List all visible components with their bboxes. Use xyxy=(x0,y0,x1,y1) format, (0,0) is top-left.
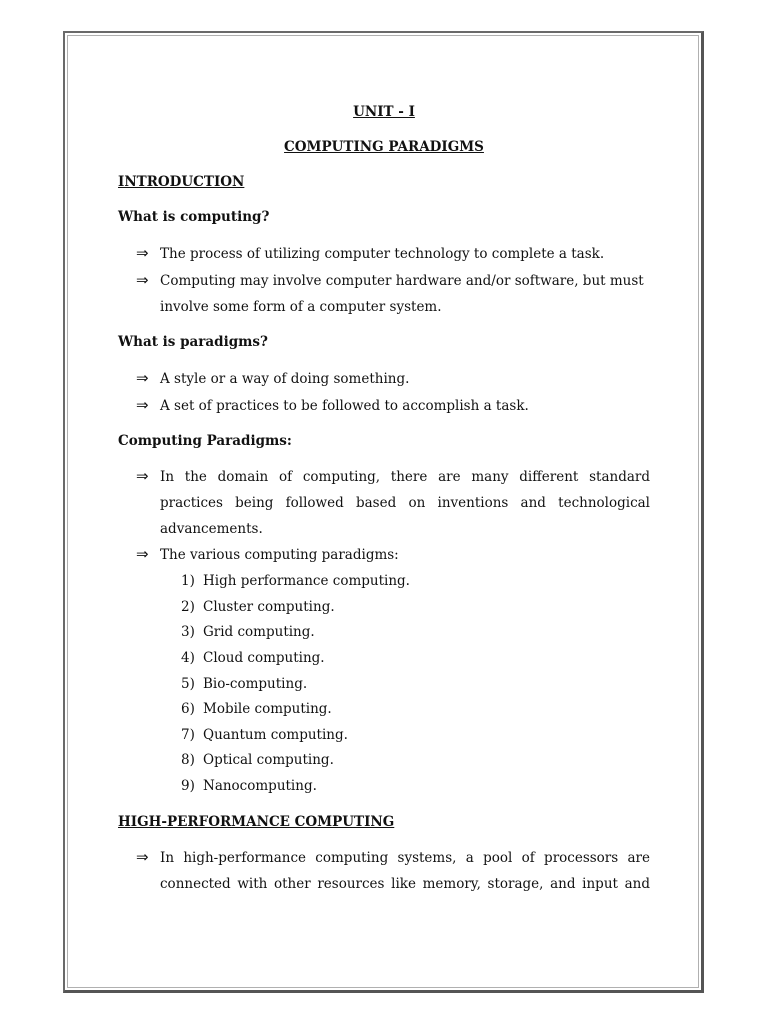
paradigms-point-2: A set of practices to be followed to accomplish a task. xyxy=(160,398,529,414)
paradigms-desc-line-1: In the domain of computing, there are many different standard xyxy=(160,469,650,485)
list-item: Cloud computing. xyxy=(203,650,325,666)
list-item: Grid computing. xyxy=(203,624,315,640)
list-item-number: 6) xyxy=(181,701,195,717)
arrow-icon: ⇒ xyxy=(136,369,149,387)
list-item-number: 1) xyxy=(181,573,195,589)
list-item-number: 3) xyxy=(181,624,195,640)
arrow-icon: ⇒ xyxy=(136,467,149,485)
arrow-icon: ⇒ xyxy=(136,396,149,414)
paradigms-desc-line-2: practices being followed based on inventions and technological xyxy=(160,495,650,511)
arrow-icon: ⇒ xyxy=(136,848,149,866)
introduction-heading: INTRODUCTION xyxy=(118,174,245,190)
list-item: Quantum computing. xyxy=(203,727,348,743)
hpc-heading: HIGH-PERFORMANCE COMPUTING xyxy=(118,814,395,830)
question-computing: What is computing? xyxy=(118,209,270,225)
list-item: Nanocomputing. xyxy=(203,778,317,794)
paradigms-desc-line-3: advancements. xyxy=(160,521,263,537)
question-paradigms: What is paradigms? xyxy=(118,334,268,350)
unit-title: UNIT - I xyxy=(353,104,415,120)
arrow-icon: ⇒ xyxy=(136,244,149,262)
list-item: Optical computing. xyxy=(203,752,334,768)
arrow-icon: ⇒ xyxy=(136,545,149,563)
computing-point-2-cont: involve some form of a computer system. xyxy=(160,299,442,315)
computing-point-2: Computing may involve computer hardware and/or software, but must xyxy=(160,273,644,289)
paradigms-list-intro: The various computing paradigms: xyxy=(160,547,399,563)
arrow-icon: ⇒ xyxy=(136,271,149,289)
list-item: Cluster computing. xyxy=(203,599,335,615)
paradigms-point-1: A style or a way of doing something. xyxy=(160,371,410,387)
list-item-number: 8) xyxy=(181,752,195,768)
list-item-number: 7) xyxy=(181,727,195,743)
list-item-number: 4) xyxy=(181,650,195,666)
hpc-line-1: In high-performance computing systems, a pool of processors are xyxy=(160,850,650,866)
list-item: Bio-computing. xyxy=(203,676,308,692)
computing-paradigms-heading: Computing Paradigms: xyxy=(118,433,292,449)
list-item: Mobile computing. xyxy=(203,701,332,717)
list-item: High performance computing. xyxy=(203,573,410,589)
list-item-number: 2) xyxy=(181,599,195,615)
list-item-number: 5) xyxy=(181,676,195,692)
computing-point-1: The process of utilizing computer technology to complete a task. xyxy=(160,246,605,262)
chapter-title: COMPUTING PARADIGMS xyxy=(284,139,484,155)
hpc-line-2: connected with other resources like memory, storage, and input and xyxy=(160,876,650,892)
list-item-number: 9) xyxy=(181,778,195,794)
